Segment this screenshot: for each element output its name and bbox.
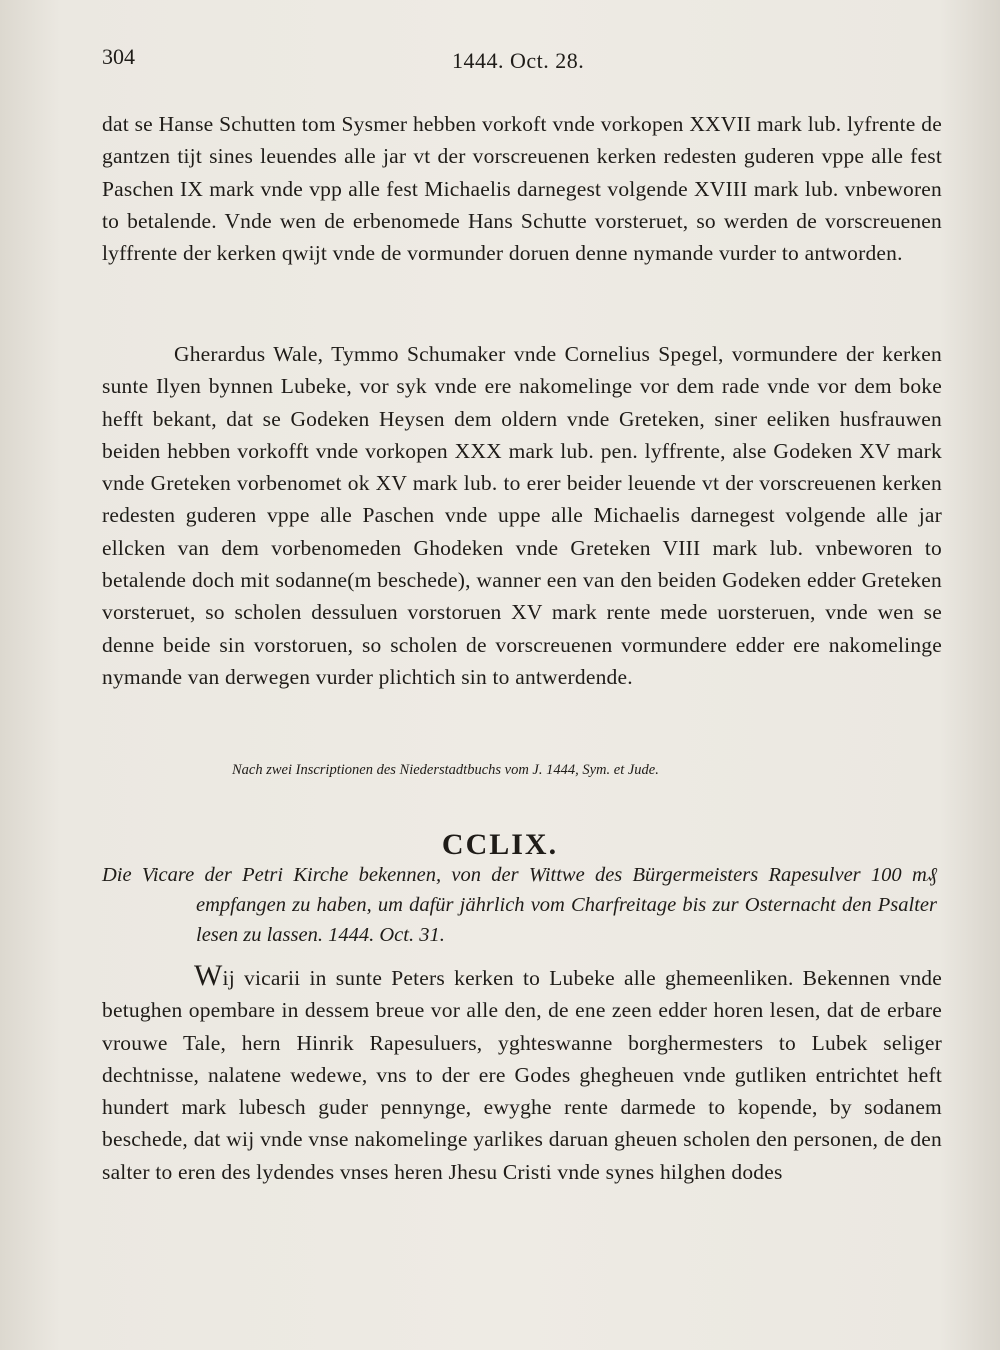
document-text: Wij vicarii in sunte Peters kerken to Lubeke alle ghemeenliken. Bekennen vnde betughen opembare in dessem breue vor alle den, de ene zeen edder horen lesen, dat de erbare vrouwe Tale, hern Hinrik Rapesuluers, yghteswanne borghermesters to Lubek seliger dechtnisse, nalatene wedewe, vns to der ere Godes ghegheuen vnde gutliken entrichtet heft hundert mark lubesch guder pennynge, ewyghe rente darmede to kopende, by sodanem beschede, dat wij vnde vnse nakomelinge yarlikes daruan gheuen scholen den personen, de den salter to eren des lydendes vnses heren Jhesu Cristi vnde synes hilghen dodes xyxy=(102,959,942,1184)
paragraph-continued: dat se Hanse Schutten tom Sysmer hebben vorkoft vnde vorkopen XXVII mark lub. lyfrente de gantzen tijt sines leuendes alle jar vt der vorscreuenen kerken redesten guderen vppe alle fest Paschen IX mark vnde vpp alle fest Michaelis darnegest volgende XVIII mark lub. vnbeworen to betalende. Vnde wen de erbenomede Hans Schutte vorsteruet, so werden de vorscreuenen lyffrente der kerken qwijt vnde de vormunder doruen denne nymande vurder to antworden. xyxy=(102,112,942,266)
document-regest: Die Vicare der Petri Kirche bekennen, von der Wittwe des Bürgermeisters Rapesulver 100 m₰ empfangen zu haben, um dafür jährlich vom Charfreitage bis zur Osternacht den Psalter lesen zu lassen. 1444. Oct. 31. xyxy=(102,864,937,946)
paragraph-wale: Gherardus Wale, Tymmo Schumaker vnde Cornelius Spegel, vormundere der kerken sunte Ilyen bynnen Lubeke, vor syk vnde ere nakomelinge vor dem rade vnde vor dem boke hefft bekant, dat se Godeken Heysen dem oldern vnde Greteken, siner eeliken husfrauwen beiden hebben vorkofft vnde vorkopen XXX mark lub. pen. lyffrente, alse Godeken XV mark vnde Greteken vorbenomet ok XV mark lub. to erer beider leuende vt der vorscreuenen kerken redesten guderen vppe alle Paschen vnde uppe alle Michaelis darnegest volgende alle jar ellcken van dem vorbenomeden Ghodeken vnde Greteken VIII mark lub. vnbeworen to betalende doch mit sodanne(m beschede), wanner een van den beiden Godeken edder Greteken vorsteruet, so scholen dessuluen vorstoruen XV mark rente mede uorsteruen, vnde wen se denne beide sin vorstoruen, so scholen de vorscreuenen vormundere edder ere nakomelinge nymande van derwegen vurder plichtich sin to antwerdende. xyxy=(102,342,942,689)
source-note: Nach zwei Inscriptionen des Niederstadtbuchs vom J. 1444, Sym. et Jude. xyxy=(232,762,659,778)
running-date: 1444. Oct. 28. xyxy=(452,48,585,73)
running-header xyxy=(102,44,932,78)
document-number: CCLIX. xyxy=(441,828,559,861)
page-number: 304 xyxy=(102,44,135,69)
